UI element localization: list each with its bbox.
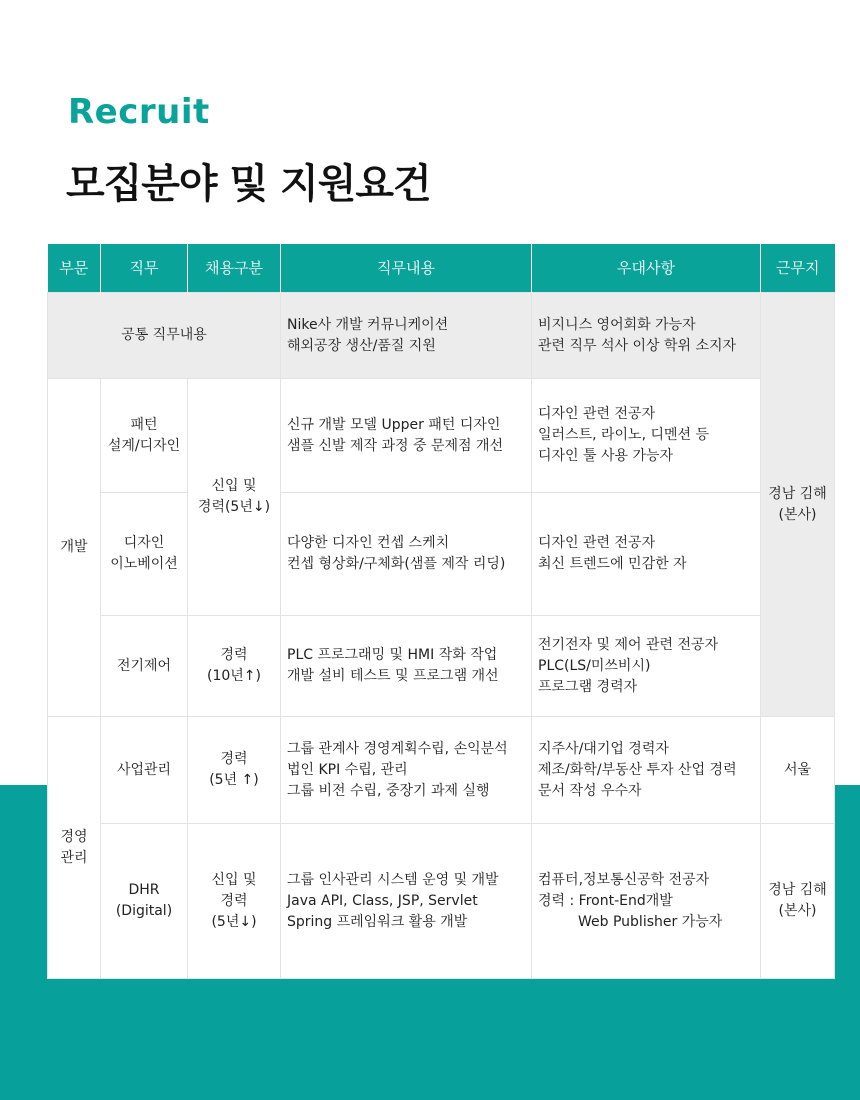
division-cell-dev [48,379,101,717]
division-cell-mgmt [48,717,101,979]
section-eyebrow: Recruit [68,92,210,132]
column-header-hiring-type: 채용구분 [188,244,281,293]
division-label: 경영 [60,828,88,845]
hiring-type-cell [188,717,281,824]
job-cell [101,824,188,979]
duty-line: 다양한 디자인 컨셉 스케치 [287,535,450,551]
column-header-division: 부문 [48,244,101,293]
column-header-preferred: 우대사항 [532,244,761,293]
page-title: 모집분야 및 지원요건 [66,161,431,207]
job-line: (Digital) [115,903,173,919]
duty-line: Spring 프레임워크 활용 개발 [287,913,468,930]
hiring-type-cell [188,616,281,717]
location-cell [761,824,835,979]
duties-cell [281,717,532,824]
column-header-duties: 직무내용 [281,244,532,293]
preferred-line: 일러스트, 라이노, 디멘션 등 [538,427,710,443]
job-line: 사업관리 [116,761,172,778]
preferred-cell [532,493,761,616]
table-row-common [48,293,835,379]
hiring-type-line: (5년↓) [211,913,257,930]
preferred-line: 디자인 툴 사용 가능자 [538,448,674,464]
requirements-table [47,244,835,979]
column-header-location: 근무지 [761,244,835,293]
preferred-line: 경력 : Front-End개발 [538,892,673,909]
duty-line: 그룹 인사관리 시스템 운영 및 개발 [287,871,499,888]
job-line: DHR [128,882,160,898]
preferred-cell [532,717,761,824]
preferred-line: 지주사/대기업 경력자 [538,740,669,757]
job-cell [101,616,188,717]
location-line: 경남 김해 [768,485,827,502]
duty-line: 컨셉 형상화/구체화(샘플 제작 리딩) [287,556,506,572]
duties-cell [281,824,532,979]
job-line: 이노베이션 [110,556,178,572]
job-line: 디자인 [123,535,165,551]
preferred-line: 컴퓨터,정보통신공학 전공자 [538,871,710,888]
duty-line: Nike사 개발 커뮤니케이션 [287,316,449,333]
common-label-cell [48,293,281,379]
preferred-cell [532,616,761,717]
table-row-electric-control [48,616,835,717]
duty-line: 개발 설비 테스트 및 프로그램 개선 [287,668,499,684]
job-cell [101,717,188,824]
location-line: (본사) [778,506,817,523]
hiring-type-line: 경력 [220,751,248,767]
duty-line: 샘플 신발 제작 과정 중 문제점 개선 [287,437,504,454]
common-preferred-cell [532,293,761,379]
preferred-cell [532,824,761,979]
preferred-line: 비지니스 영어회화 가능자 [538,316,696,333]
job-cell [101,379,188,493]
preferred-line: PLC(LS/미쓰비시) [538,657,651,674]
division-label: 개발 [60,539,88,555]
duty-line: PLC 프로그래밍 및 HMI 작화 작업 [287,647,498,663]
job-line: 전기제어 [116,657,172,674]
preferred-line: 전기전자 및 제어 관련 전공자 [538,636,719,653]
column-header-job: 직무 [101,244,188,293]
hiring-type-line: (10년↑) [207,668,261,684]
common-duties-cell [281,293,532,379]
duties-cell [281,379,532,493]
duty-line: 그룹 비전 수립, 중장기 과제 실행 [287,782,490,799]
preferred-line: Web Publisher 가능자 [578,913,723,930]
hiring-type-line: 경력 [220,892,248,909]
hiring-type-line: 신입 및 [211,871,257,888]
preferred-line: 관련 직무 석사 이상 학위 소지자 [538,337,737,354]
duties-cell [281,616,532,717]
duty-line: 법인 KPI 수립, 관리 [287,761,408,778]
job-line: 설계/디자인 [107,437,181,454]
table-header-row [48,244,835,293]
preferred-line: 프로그램 경력자 [538,678,638,695]
preferred-line: 디자인 관련 전공자 [538,406,656,422]
duties-cell [281,493,532,616]
preferred-line: 제조/화학/부동산 투자 산업 경력 [538,761,737,778]
hiring-type-line: 신입 및 [211,478,257,494]
location-line: 경남 김해 [768,882,827,898]
table-row-pattern-design [48,379,835,493]
duty-line: 신규 개발 모델 Upper 패턴 디자인 [287,416,501,433]
duty-line: Java API, Class, JSP, Servlet [287,892,478,909]
hiring-type-line: 경력 [220,647,248,663]
hiring-type-line: 경력(5년↓) [197,499,271,515]
dev-location-cell [761,293,835,717]
hiring-type-line: (5년 ↑) [209,772,259,788]
location-cell [761,717,835,824]
division-label: 관리 [60,849,88,866]
location-line: 서울 [783,761,812,778]
duty-line: 해외공장 생산/품질 지원 [287,337,436,354]
preferred-line: 디자인 관련 전공자 [538,535,656,551]
location-line: (본사) [778,903,817,919]
table-row-business-management [48,717,835,824]
hiring-type-cell [188,379,281,616]
common-label: 공통 직무내용 [121,327,207,343]
duty-line: 그룹 관계사 경영계획수립, 손익분석 [287,740,508,757]
preferred-cell [532,379,761,493]
preferred-line: 문서 작성 우수자 [538,782,642,799]
job-line: 패턴 [130,416,158,433]
preferred-line: 최신 트렌드에 민감한 자 [538,556,687,572]
table-row-dhr [48,824,835,979]
table-row-design-innovation [48,493,835,616]
hiring-type-cell [188,824,281,979]
job-cell [101,493,188,616]
